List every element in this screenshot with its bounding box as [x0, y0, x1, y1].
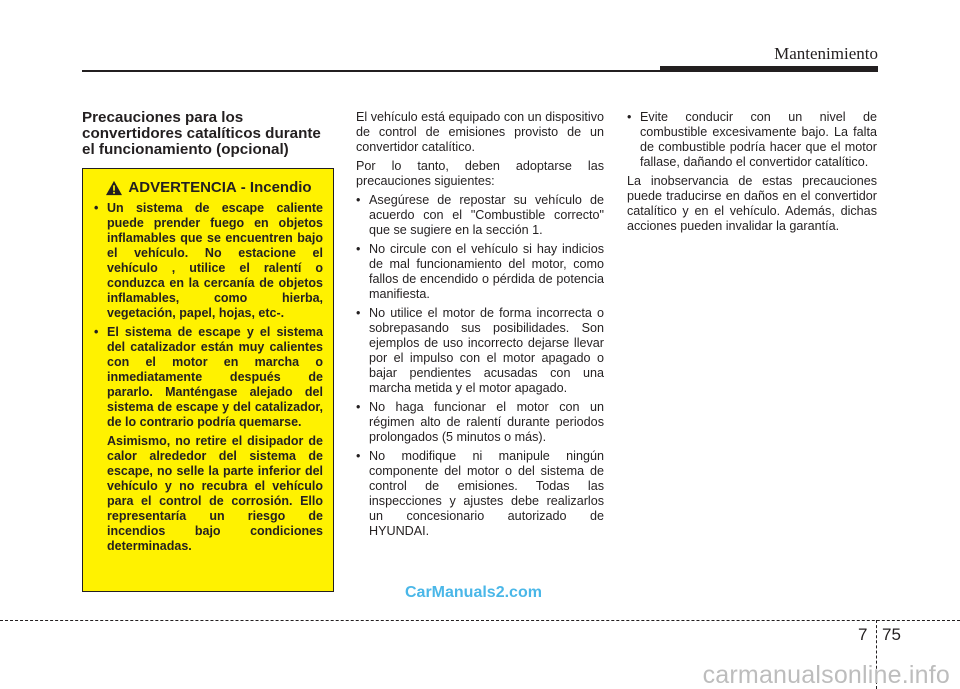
warning-continuation: Asimismo, no retire el disipador de calor alrededor del sistema de escape, no selle la parte inferior del vehículo y no recubra el vehículo para el control de corrosión. Ello representaría un riesgo de incendios bajo condiciones determinadas. [107, 434, 323, 553]
warning-list [94, 201, 323, 430]
page-number: 75 [882, 625, 901, 644]
footer-rule [0, 620, 960, 621]
watermark-logo: CarManuals2.com [405, 584, 542, 601]
precautions-list-cont [627, 110, 877, 170]
header-rule [82, 70, 660, 72]
header-rule-thick [660, 66, 878, 72]
warning-header [94, 179, 323, 196]
list-item: • Asegúrese de repostar su vehículo de acuerdo con el "Combustible correcto" que se sugiere en la sección 1. [356, 193, 604, 238]
list-item: • No haga funcionar el motor con un régimen alto de ralentí durante periodos prolongados (5 minutos o más). [356, 400, 604, 445]
warning-subtitle: - Incendio [240, 179, 312, 196]
warning-title: ADVERTENCIA [128, 179, 237, 196]
list-item: • Evite conducir con un nivel de combustible excesivamente bajo. La falta de combustible podría hacer que el motor fallase, dañando el convertidor catalítico. [627, 110, 877, 170]
watermark-site: carmanualsonline.info [702, 661, 950, 689]
lead-paragraph: Por lo tanto, deben adoptarse las precauciones siguientes: [356, 159, 604, 188]
warning-item: • El sistema de escape y el sistema del catalizador están muy calientes con el motor en marcha o inmediatamente después de pararlo. Manténgase alejado del sistema de escape y del catalizador, de lo contrario podría quemarse. [94, 325, 323, 430]
column-3 [627, 110, 877, 238]
list-item: • No utilice el motor de forma incorrecta o sobrepasando sus posibilidades. Son ejemplos de uso incorrecto dejarse llevar por el impulso con el motor apagado o bajar pendientes acusadas con una marcha metida y el motor apagado. [356, 306, 604, 396]
warning-triangle-icon [105, 180, 123, 196]
intro-paragraph: El vehículo está equipado con un dispositivo de control de emisiones provisto de un convertidor catalítico. [356, 110, 604, 154]
chapter-number: 7 [858, 625, 868, 644]
list-item: • No circule con el vehículo si hay indicios de mal funcionamiento del motor, como fallos de encendido o pérdida de potencia manifiesta. [356, 242, 604, 302]
warning-item: • Un sistema de escape caliente puede prender fuego en objetos inflamables que se encuentren bajo el vehículo. No estacione el vehículo , utilice el ralentí o conduzca en la cercanía de objetos inflamables, como hierba, vegetación, papel, hojas, etc-. [94, 201, 323, 321]
list-item: • No modifique ni manipule ningún componente del motor o del sistema de control de emisiones. Todas las inspecciones y ajustes debe realizarlos un concesionario autorizado de HYUNDAI. [356, 449, 604, 539]
outro-paragraph: La inobservancia de estas precauciones puede traducirse en daños en el convertidor catalítico y en el vehículo. Además, dichas acciones pueden invalidar la garantía. [627, 174, 877, 233]
warning-box [82, 168, 334, 592]
column-2 [356, 110, 604, 543]
precautions-list [356, 193, 604, 539]
header-title: Mantenimiento [774, 44, 878, 63]
section-title: Precauciones para los convertidores catalíticos durante el funcionamiento (opcional) [82, 109, 321, 158]
